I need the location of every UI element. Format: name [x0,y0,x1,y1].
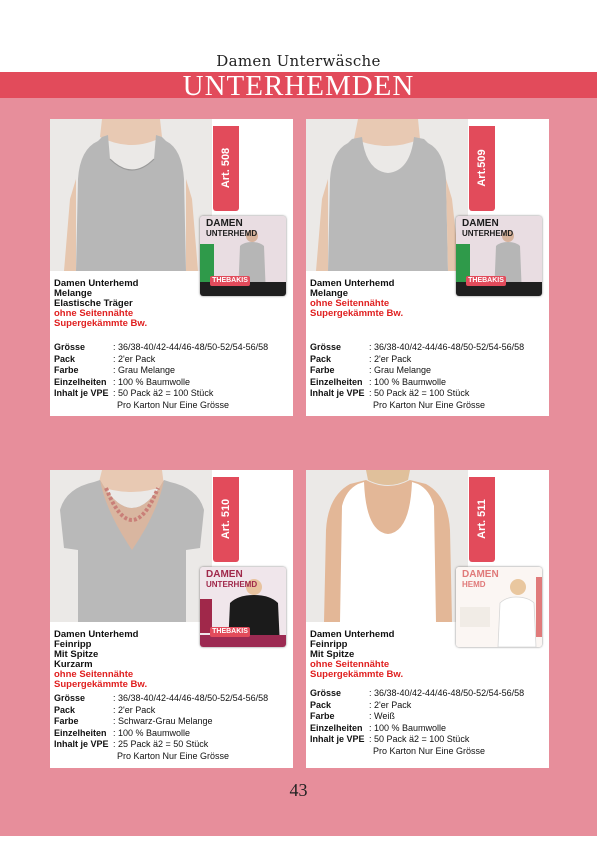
brand-logo: THEBAKIS [210,627,250,637]
package-image: DAMEN UNTERHEMD THEBAKIS [456,216,542,296]
article-number-tab: Art. 508 [213,126,239,211]
product-card-510 [50,470,293,768]
product-specs: Grösse : 36/38-40/42-44/46-48/50-52/54-56/58 Pack : 2'er Pack Farbe : Weiß Einzelheiten : 100 % Baumwolle Inhalt je VPE : 50 Pack ä2 = 100 Stück Pro Karton Nur Eine Grösse [310,688,525,756]
brand-logo: THEBAKIS [466,276,506,286]
page-number: 43 [289,780,308,800]
product-specs: Grösse : 36/38-40/42-44/46-48/50-52/54-56/58 Pack : 2'er Pack Farbe : Grau Melange Einzelheiten : 100 % Baumwolle Inhalt je VPE : 50 Pack ä2 = 100 Stück Pro Karton Nur Eine Grösse [310,342,525,410]
product-description: Damen Unterhemd Melange ohne Seitennähte Supergekämmte Bw. [310,278,404,319]
page-title: UNTERHEMDEN [182,70,415,102]
product-description: Damen Unterhemd Melange Elastische Träger ohne Seitennähte Supergekämmte Bw. [54,278,148,329]
product-specs: Grösse : 36/38-40/42-44/46-48/50-52/54-56/58 Pack : 2'er Pack Farbe : Grau Melange Einzelheiten : 100 % Baumwolle Inhalt je VPE : 50 Pack ä2 = 100 Stück Pro Karton Nur Eine Grösse [54,342,269,410]
product-photo [50,119,212,271]
product-card-508 [50,119,293,416]
product-description: Damen Unterhemd Feinripp Mit Spitze Kurzarm ohne Seitennähte Supergekämmte Bw. [54,629,148,690]
article-number-tab: Art. 511 [469,477,495,562]
package-image: DAMEN UNTERHEMD THEBAKIS [200,567,286,647]
product-photo [306,470,468,622]
footer-band [0,836,597,843]
package-image: DAMEN HEMD [456,567,542,647]
product-specs: Grösse : 36/38-40/42-44/46-48/50-52/54-56/58 Pack : 2'er Pack Farbe : Schwarz-Grau Melange Einzelheiten : 100 % Baumwolle Inhalt je VPE : 25 Pack ä2 = 50 Stück Pro Karton Nur Eine Grösse [54,693,269,761]
product-description: Damen Unterhemd Feinripp Mit Spitze ohne Seitennähte Supergekämmte Bw. [310,629,404,680]
package-image: DAMEN UNTERHEMD THEBAKIS [200,216,286,296]
brand-logo: THEBAKIS [210,276,250,286]
page-subtitle: Damen Unterwäsche [216,52,381,70]
article-number-tab: Art.509 [469,126,495,211]
product-card-511 [306,470,549,768]
product-card-509 [306,119,549,416]
article-number-tab: Art. 510 [213,477,239,562]
product-photo [50,470,212,622]
product-photo [306,119,468,271]
